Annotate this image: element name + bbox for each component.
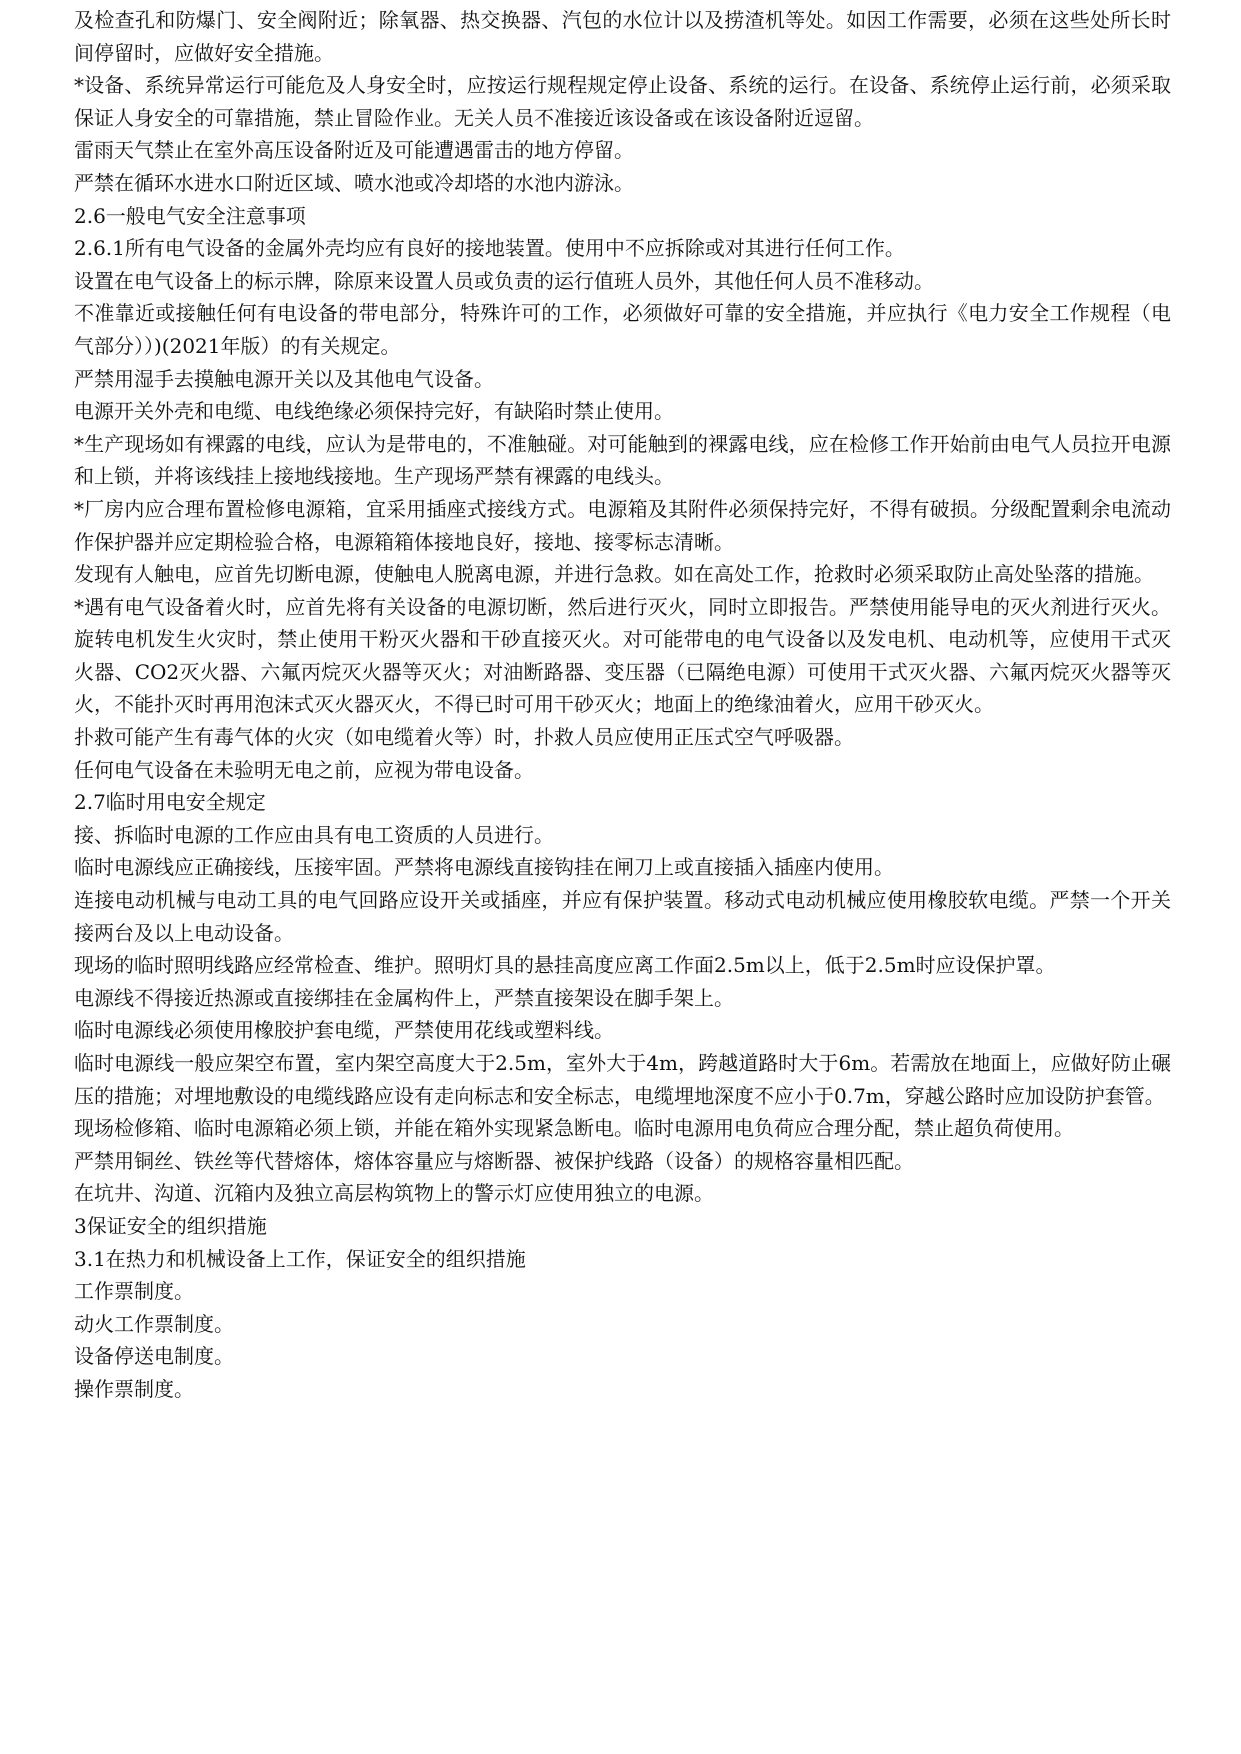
paragraph-21: 现场的临时照明线路应经常检查、维护。照明灯具的悬挂高度应离工作面2.5m以上，低于2.5m时应设保护罩。 bbox=[74, 953, 1056, 978]
paragraph-4: 严禁在循环水进水口附近区域、喷水池或冷却塔的水池内游泳。 bbox=[74, 170, 634, 195]
paragraph-14: *遇有电气设备着火时，应首先将有关设备的电源切断，然后进行灭火，同时立即报告。严禁使用能导电的灭火剂进行灭火。旋转电机发生火灾时，禁止使用干粉灭火器和干砂直接灭火。对可能带电的电气设备以及发电机、电动机等，应使用干式灭火器、CO2灭火器、六氟丙烷灭火器等灭火；对油断路器、变压器（已隔绝电源）可使用干式灭火器、六氟丙烷灭火器等灭火，不能扑灭时再用泡沫式灭火器灭火，不得已时可用干砂灭火；地面上的绝缘油着火，应用干砂灭火。 bbox=[74, 594, 1171, 717]
list-item-operation-ticket: 操作票制度。 bbox=[74, 1376, 194, 1401]
section-heading-2-7: 2.7临时用电安全规定 bbox=[74, 790, 266, 815]
paragraph-26: 严禁用铜丝、铁丝等代替熔体，熔体容量应与熔断器、被保护线路（设备）的规格容量相匹配。 bbox=[74, 1148, 914, 1173]
paragraph-20: 连接电动机械与电动工具的电气回路应设开关或插座，并应有保护装置。移动式电动机械应使用橡胶软电缆。严禁一个开关接两台及以上电动设备。 bbox=[74, 888, 1171, 945]
section-heading-3: 3保证安全的组织措施 bbox=[74, 1213, 267, 1238]
paragraph-3: 雷雨天气禁止在室外高压设备附近及可能遭遇雷击的地方停留。 bbox=[74, 138, 634, 163]
paragraph-2: *设备、系统异常运行可能危及人身安全时，应按运行规程规定停止设备、系统的运行。在设备、系统停止运行前，必须采取保证人身安全的可靠措施，禁止冒险作业。无关人员不准接近该设备或在该设备附近逗留。 bbox=[74, 73, 1171, 130]
section-heading-3-1: 3.1在热力和机械设备上工作，保证安全的组织措施 bbox=[74, 1246, 526, 1271]
paragraph-24: 临时电源线一般应架空布置，室内架空高度大于2.5m，室外大于4m，跨越道路时大于6m。若需放在地面上，应做好防止碾压的措施；对埋地敷设的电缆线路应设有走向标志和安全标志，电缆埋地深度不应小于0.7m，穿越公路时应加设防护套管。 bbox=[74, 1051, 1171, 1108]
paragraph-12: *厂房内应合理布置检修电源箱，宜采用插座式接线方式。电源箱及其附件必须保持完好，不得有破损。分级配置剩余电流动作保护器并应定期检验合格，电源箱箱体接地良好，接地、接零标志清晰。 bbox=[74, 496, 1171, 554]
list-item-hot-work-ticket: 动火工作票制度。 bbox=[74, 1311, 234, 1336]
paragraph-13: 发现有人触电，应首先切断电源，使触电人脱离电源，并进行急救。如在高处工作，抢救时必须采取防止高处坠落的措施。 bbox=[74, 562, 1154, 587]
paragraph-11: *生产现场如有裸露的电线，应认为是带电的，不准触碰。对可能触到的裸露电线，应在检修工作开始前由电气人员拉开电源和上锁，并将该线挂上接地线接地。生产现场严禁有裸露的电线头。 bbox=[74, 431, 1171, 489]
paragraph-27: 在坑井、沟道、沉箱内及独立高层构筑物上的警示灯应使用独立的电源。 bbox=[74, 1181, 714, 1206]
paragraph-22: 电源线不得接近热源或直接绑挂在金属构件上，严禁直接架设在脚手架上。 bbox=[74, 985, 734, 1010]
paragraph-1: 及检查孔和防爆门、安全阀附近；除氧器、热交换器、汽包的水位计以及捞渣机等处。如因工作需要，必须在这些处所长时间停留时，应做好安全措施。 bbox=[74, 8, 1171, 65]
paragraph-18: 接、拆临时电源的工作应由具有电工资质的人员进行。 bbox=[74, 822, 554, 847]
section-heading-2-6: 2.6一般电气安全注意事项 bbox=[74, 203, 306, 228]
paragraph-25: 现场检修箱、临时电源箱必须上锁，并能在箱外实现紧急断电。临时电源用电负荷应合理分配，禁止超负荷使用。 bbox=[74, 1116, 1074, 1141]
paragraph-23: 临时电源线必须使用橡胶护套电缆，严禁使用花线或塑料线。 bbox=[74, 1018, 614, 1043]
paragraph-19: 临时电源线应正确接线，压接牢固。严禁将电源线直接钩挂在闸刀上或直接插入插座内使用。 bbox=[74, 855, 894, 880]
paragraph-9: 严禁用湿手去摸触电源开关以及其他电气设备。 bbox=[74, 366, 494, 391]
list-item-work-ticket: 工作票制度。 bbox=[74, 1279, 194, 1304]
paragraph-15: 扑救可能产生有毒气体的火灾（如电缆着火等）时，扑救人员应使用正压式空气呼吸器。 bbox=[74, 725, 854, 750]
paragraph-8: 不准靠近或接触任何有电设备的带电部分，特殊许可的工作，必须做好可靠的安全措施，并应执行《电力安全工作规程（电气部分））)(2021年版）的有关规定。 bbox=[74, 301, 1171, 358]
paragraph-7: 设置在电气设备上的标示牌，除原来设置人员或负责的运行值班人员外，其他任何人员不准移动。 bbox=[74, 268, 934, 293]
paragraph-6: 2.6.1所有电气设备的金属外壳均应有良好的接地装置。使用中不应拆除或对其进行任何工作。 bbox=[74, 236, 905, 261]
paragraph-10: 电源开关外壳和电缆、电线绝缘必须保持完好，有缺陷时禁止使用。 bbox=[74, 399, 674, 424]
list-item-power-switching: 设备停送电制度。 bbox=[74, 1344, 234, 1369]
paragraph-16: 任何电气设备在未验明无电之前，应视为带电设备。 bbox=[74, 757, 534, 782]
